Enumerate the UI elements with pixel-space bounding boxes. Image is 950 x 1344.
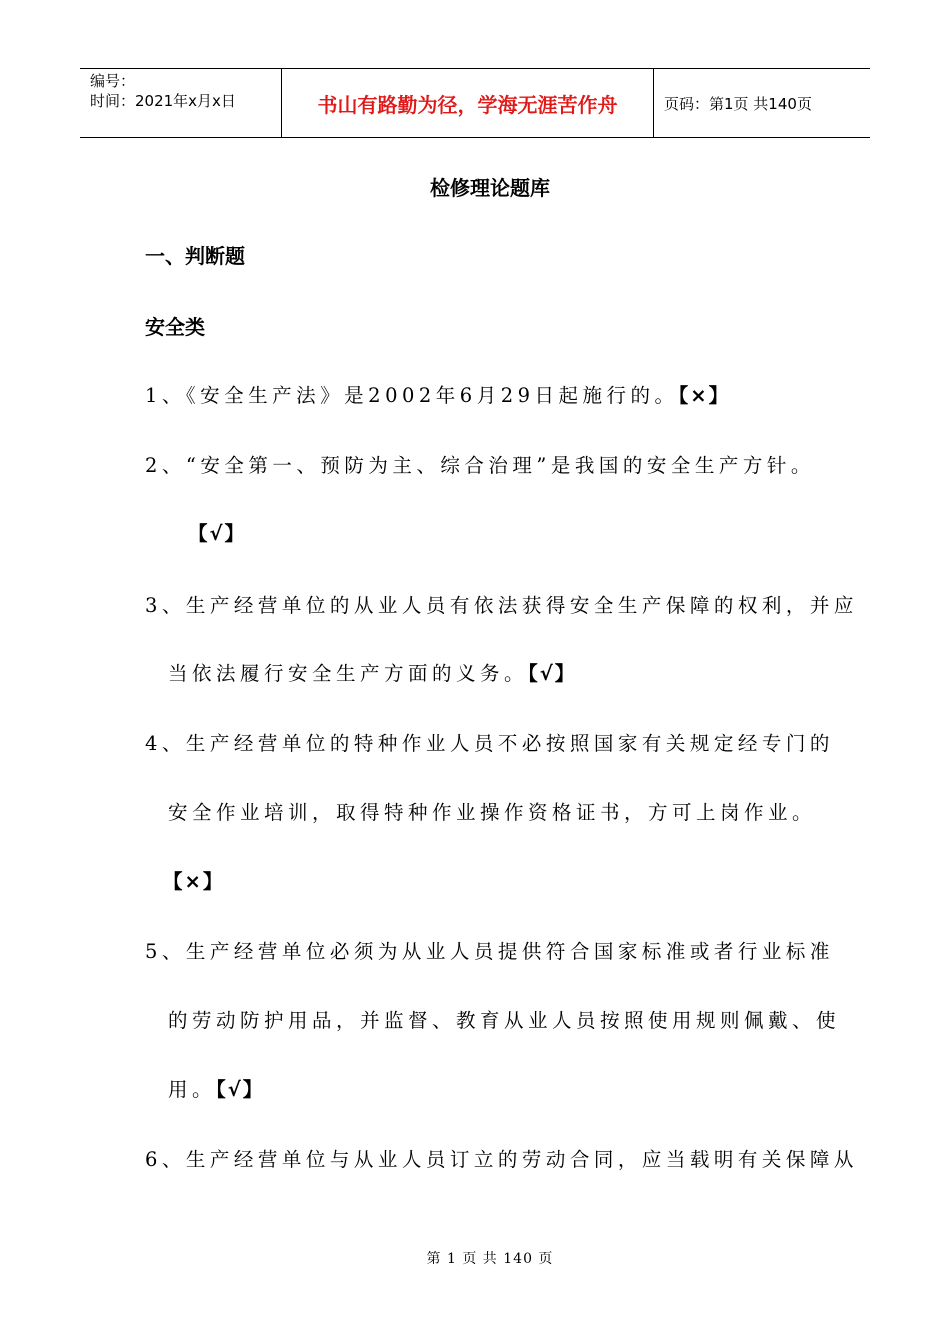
document-title: 检修理论题库	[430, 176, 550, 200]
question-text: 当依法履行安全生产方面的义务。	[168, 662, 529, 685]
question-2-line-1: 2、“安全第一、预防为主、综合治理”是我国的安全生产方针。	[145, 454, 815, 477]
question-4-line-2: 安全作业培训，取得特种作业操作资格证书，方可上岗作业。	[168, 801, 817, 824]
document-number-label: 编号：	[90, 72, 136, 90]
header-meta	[80, 69, 282, 137]
answer-mark: 【√】	[188, 522, 247, 545]
answer-mark: 【√】	[528, 662, 577, 685]
header-page-info: 页码：第1页 共140页	[664, 94, 812, 113]
question-3-line-1: 3、生产经营单位的从业人员有依法获得安全生产保障的权利，并应	[145, 594, 858, 617]
question-5-line-2: 的劳动防护用品，并监督、教育从业人员按照使用规则佩戴、使	[168, 1009, 841, 1032]
page-footer: 第 1 页 共 140 页	[426, 1251, 554, 1267]
page-header	[80, 68, 870, 138]
section-heading: 一、判断题	[145, 244, 245, 268]
question-4-line-1: 4、生产经营单位的特种作业人员不必按照国家有关规定经专门的	[145, 732, 834, 755]
question-5-line-3	[168, 1074, 264, 1102]
answer-mark: 【√】	[216, 1078, 265, 1101]
header-motto: 书山有路勤为径，学海无涯苦作舟	[282, 69, 654, 137]
answer-mark: 【×】	[163, 870, 225, 893]
document-time-label: 时间：2021年x月x日	[90, 92, 236, 110]
question-1	[145, 380, 730, 408]
question-text: 用。	[168, 1078, 217, 1101]
question-5-line-1: 5、生产经营单位必须为从业人员提供符合国家标准或者行业标准	[145, 940, 834, 963]
answer-mark: 【×】	[678, 384, 731, 407]
subsection-heading: 安全类	[145, 315, 205, 339]
question-6-line-1: 6、生产经营单位与从业人员订立的劳动合同，应当载明有关保障从	[145, 1148, 858, 1171]
question-text: 1、《安全生产法》是2002年6月29日起施行的。	[145, 384, 679, 407]
question-3-line-2	[168, 658, 576, 686]
